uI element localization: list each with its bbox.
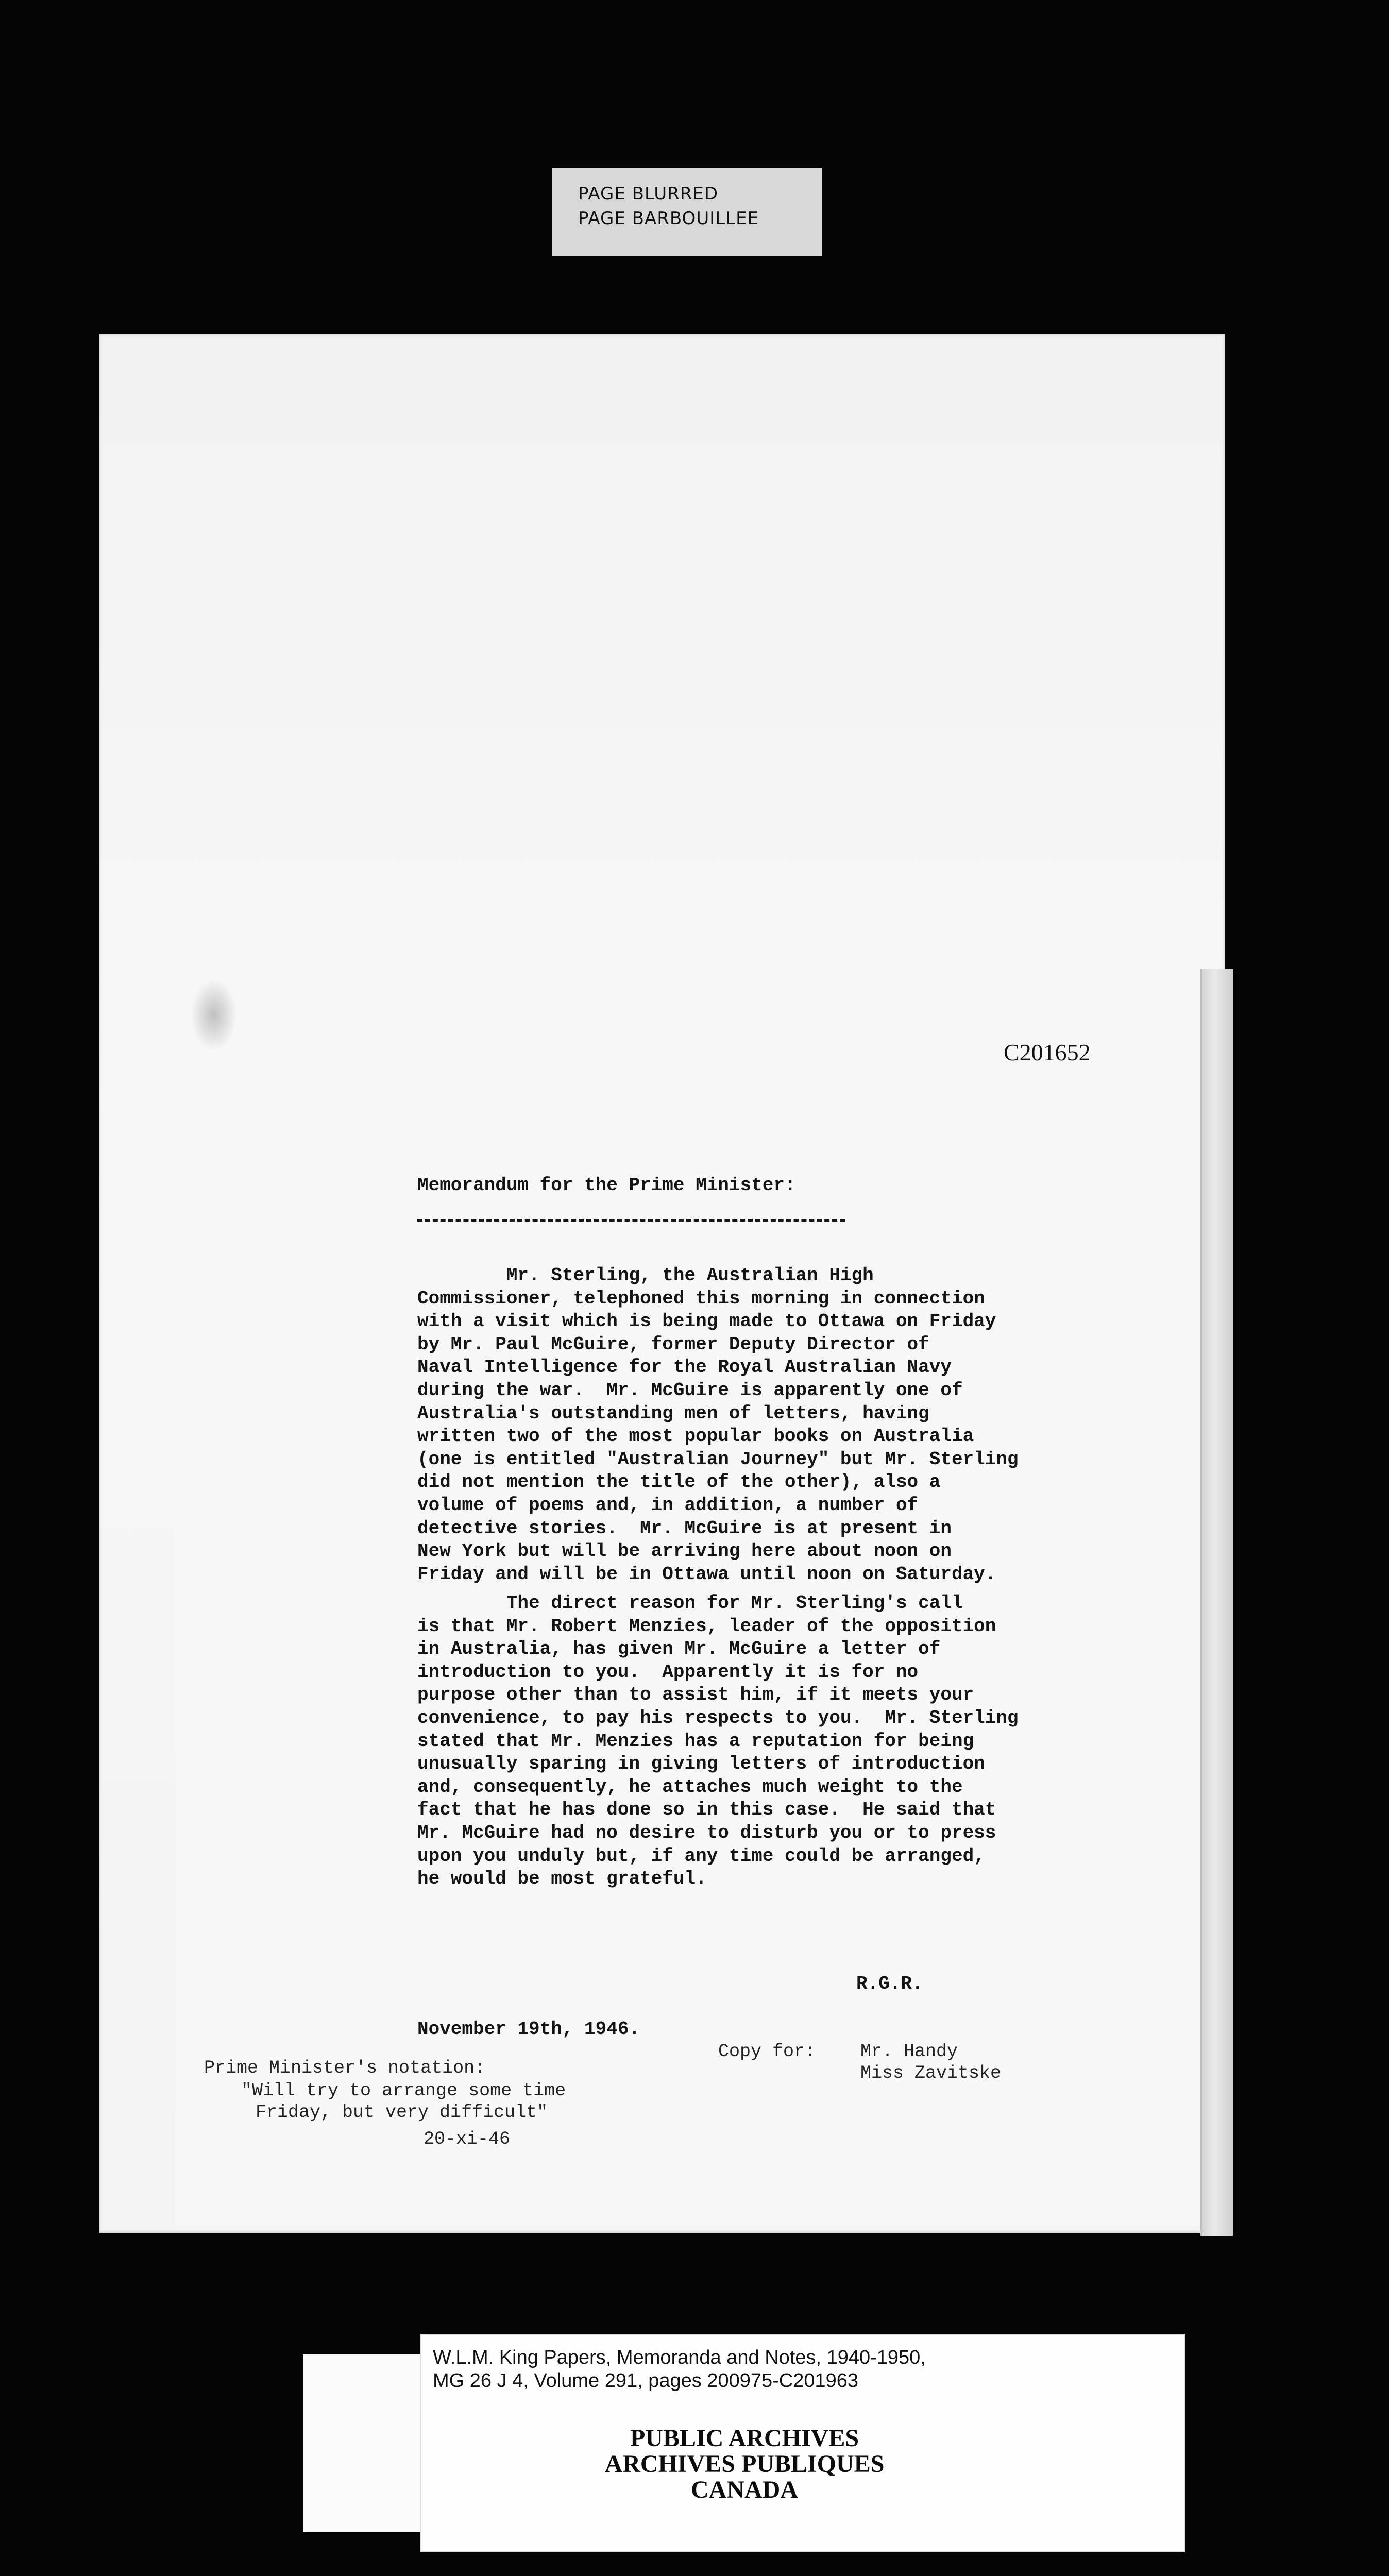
- notation-line: "Will try to arrange some time: [241, 2080, 566, 2101]
- label-line-french: PAGE BARBOUILLEE: [578, 208, 759, 229]
- memo-paragraph-1: [417, 1264, 1019, 1586]
- memo-line: Australia's outstanding men of letters, having: [417, 1402, 929, 1424]
- label-line-english: PAGE BLURRED: [578, 183, 718, 204]
- memo-line: purpose other than to assist him, if it meets your: [417, 1684, 974, 1706]
- notation-line: Friday, but very difficult": [256, 2102, 548, 2123]
- archive-name-english: PUBLIC ARCHIVES: [630, 2425, 859, 2452]
- memo-line: (one is entitled "Australian Journey" but Mr. Sterling: [417, 1448, 1019, 1470]
- page-smudge: [191, 979, 237, 1051]
- memo-line: during the war. Mr. McGuire is apparently one of: [417, 1379, 963, 1401]
- memo-line: New York but will be arriving here about noon on: [417, 1540, 952, 1562]
- notation-date: 20-xi-46: [424, 2129, 511, 2149]
- memo-line: and, consequently, he attaches much weight to the: [417, 1776, 963, 1798]
- memo-line: is that Mr. Robert Menzies, leader of the opposition: [417, 1615, 996, 1637]
- copy-recipient: Miss Zavitske: [860, 2063, 1002, 2083]
- memo-line: volume of poems and, in addition, a number of: [417, 1494, 919, 1516]
- memo-line: written two of the most popular books on Australia: [417, 1426, 974, 1447]
- memo-line: in Australia, has given Mr. McGuire a letter of: [417, 1638, 941, 1660]
- memo-line: did not mention the title of the other), also a: [417, 1471, 941, 1493]
- memo-line: Friday and will be in Ottawa until noon on Saturday.: [417, 1563, 996, 1585]
- memo-title: Memorandum for the Prime Minister:: [417, 1175, 796, 1196]
- memo-line: detective stories. Mr. McGuire is at present in: [417, 1517, 952, 1539]
- memo-paragraph-2: [417, 1592, 1019, 1891]
- memo-line: Mr. McGuire had no desire to disturb you or to press: [417, 1822, 996, 1843]
- memo-line: unusually sparing in giving letters of introduction: [417, 1753, 985, 1775]
- memo-line: Naval Intelligence for the Royal Australian Navy: [417, 1357, 952, 1378]
- citation-line: W.L.M. King Papers, Memoranda and Notes, 1940-1950,: [433, 2347, 926, 2368]
- title-underline: [417, 1219, 845, 1222]
- page-blurred-label: [552, 168, 822, 256]
- copy-recipient: Mr. Handy: [860, 2041, 958, 2062]
- copy-for-label: Copy for:: [718, 2041, 816, 2062]
- citation-line: MG 26 J 4, Volume 291, pages 200975-C201963: [433, 2370, 859, 2392]
- memo-date: November 19th, 1946.: [417, 2019, 640, 2040]
- memo-line: upon you unduly but, if any time could be arranged,: [417, 1845, 985, 1867]
- memo-line: Mr. Sterling, the Australian High: [417, 1265, 874, 1286]
- notation-label: Prime Minister's notation:: [204, 2058, 486, 2078]
- memo-line: by Mr. Paul McGuire, former Deputy Director of: [417, 1333, 929, 1355]
- archive-name-french: ARCHIVES PUBLIQUES: [604, 2450, 885, 2478]
- page-edge: [1200, 969, 1233, 2236]
- memo-line: with a visit which is being made to Ottawa on Friday: [417, 1311, 996, 1332]
- author-initials: R.G.R.: [856, 1973, 923, 1994]
- memo-line: convenience, to pay his respects to you. Mr. Sterling: [417, 1707, 1019, 1728]
- memo-line: he would be most grateful.: [417, 1868, 707, 1890]
- memo-line: stated that Mr. Menzies has a reputation for being: [417, 1730, 974, 1752]
- document-number: C201652: [1004, 1039, 1091, 1065]
- memo-line: The direct reason for Mr. Sterling's call: [417, 1592, 963, 1614]
- memo-line: introduction to you. Apparently it is for no: [417, 1661, 919, 1683]
- memo-line: fact that he has done so in this case. He said that: [417, 1799, 996, 1821]
- memo-line: Commissioner, telephoned this morning in connection: [417, 1287, 985, 1309]
- archive-country: CANADA: [691, 2476, 798, 2503]
